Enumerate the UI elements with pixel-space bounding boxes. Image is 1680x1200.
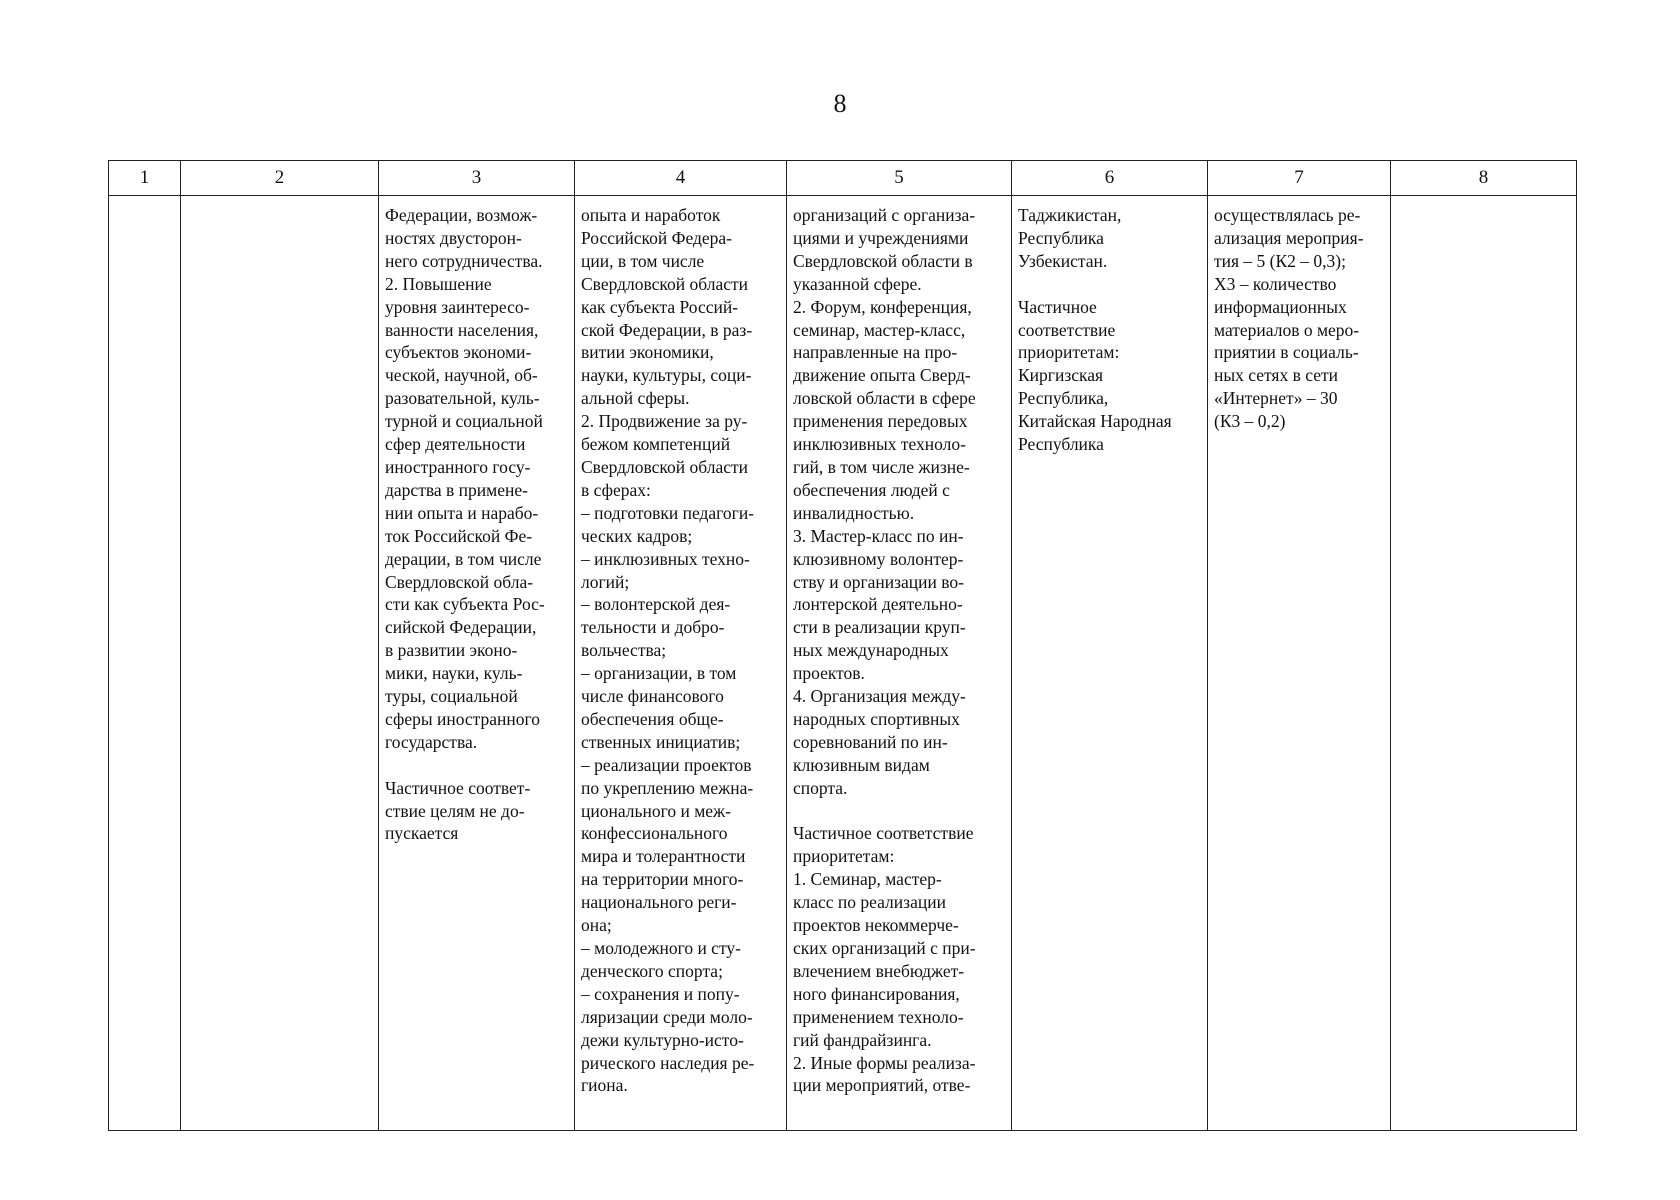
table-header-row xyxy=(109,161,1577,196)
column-header-1: 1 xyxy=(109,161,181,196)
column-header-8: 8 xyxy=(1391,161,1577,196)
cell-col4-tasks: опыта и наработок Российской Федера- ции, в том числе Свердловской области как субъекта Россий- ской Федерации, в раз- витии экономики, науки, культуры, соци- альной сферы. 2. Продвижение за ру- бежом компетенций Свердловской области в сферах: – подготовки педагоги- ческих кадров; – инклюзивных техно- логий; – волонтерской дея- тельности и добро- вольчества; – организации, в том числе финансового обеспечения обще- ственных инициатив; – реализации проектов по укреплению межна- ционального и меж- конфессионального мира и толерантности на территории много- национального реги- она; – молодежного и сту- денческого спорта; – сохранения и попу- ляризации среди моло- дежи культурно-исто- рического наследия ре- гиона. xyxy=(575,196,787,1131)
cell-col5-events: организаций с организа- циями и учреждениями Свердловской области в указанной сфере. 2. Форум, конференция, семинар, мастер-класс, направленные на про- движение опыта Сверд- ловской области в сфере применения передовых инклюзивных техноло- гий, в том числе жизне- обеспечения людей с инвалидностью. 3. Мастер-класс по ин- клюзивному волонтер- ству и организации во- лонтерской деятельно- сти в реализации круп- ных международных проектов. 4. Организация между- народных спортивных соревнований по ин- клюзивным видам спорта. Частичное соответствие приоритетам: 1. Семинар, мастер- класс по реализации проектов некоммерче- ских организаций с при- влечением внебюджет- ного финансирования, применением техноло- гий фандрайзинга. 2. Иные формы реализа- ции мероприятий, отве- xyxy=(787,196,1012,1131)
cell-col8 xyxy=(1391,196,1577,1131)
column-header-6: 6 xyxy=(1012,161,1208,196)
cell-col7-indicators: осуществлялась ре- ализация мероприя- тия – 5 (К2 – 0,3); Х3 – количество информационных материалов о меро- приятии в социаль- ных сетях в сети «Интернет» – 30 (К3 – 0,2) xyxy=(1208,196,1391,1131)
column-header-2: 2 xyxy=(181,161,379,196)
column-header-3: 3 xyxy=(379,161,575,196)
page-number: 8 xyxy=(833,89,847,118)
cell-col6-priorities: Таджикистан, Республика Узбекистан. Частичное соответствие приоритетам: Киргизская Республика, Китайская Народная Республика xyxy=(1012,196,1208,1131)
table-row xyxy=(109,196,1577,1131)
document-table xyxy=(108,160,1577,1131)
column-header-7: 7 xyxy=(1208,161,1391,196)
cell-col2 xyxy=(181,196,379,1131)
column-header-4: 4 xyxy=(575,161,787,196)
column-header-5: 5 xyxy=(787,161,1012,196)
cell-col1 xyxy=(109,196,181,1131)
cell-col3-goals: Федерации, возмож- ностях двусторон- него сотрудничества. 2. Повышение уровня заинтересо- ванности населения, субъектов экономи- ческой, научной, об- разовательной, куль- турной и социальной сфер деятельности иностранного госу- дарства в примене- нии опыта и нарабо- ток Российской Фе- дерации, в том числе Свердловской обла- сти как субъекта Рос- сийской Федерации, в развитии эконо- мики, науки, куль- туры, социальной сферы иностранного государства. Частичное соответ- ствие целям не до- пускается xyxy=(379,196,575,1131)
